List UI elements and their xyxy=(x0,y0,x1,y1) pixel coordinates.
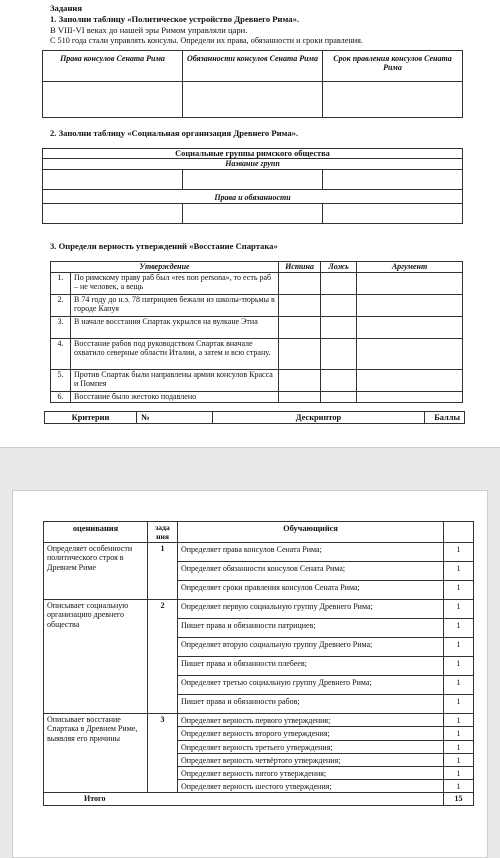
spartacus-statements-table xyxy=(50,261,463,403)
answer-cell[interactable] xyxy=(43,170,183,190)
row-number: 4. xyxy=(51,339,71,370)
score: 1 xyxy=(444,740,474,753)
score: 1 xyxy=(444,581,474,600)
descriptor: Пишет права и обязанности плебеев; xyxy=(178,657,444,676)
false-cell[interactable] xyxy=(321,370,357,392)
score: 1 xyxy=(444,695,474,714)
task-number: 1 xyxy=(148,543,178,600)
worksheet-page-2 xyxy=(12,490,488,858)
answer-cell[interactable] xyxy=(323,204,463,224)
false-cell[interactable] xyxy=(321,339,357,370)
statement-text: Против Спартак были направлены армии консулов Красса и Помпея xyxy=(71,370,279,392)
descriptor: Определяет обязанности консулов Сената Рима; xyxy=(178,562,444,581)
descriptor: Определяет первую социальную группу Древнего Рима; xyxy=(178,600,444,619)
criterion-cell: Определяет особенности политического строя в Древнем Риме xyxy=(44,543,148,600)
number-label: № xyxy=(137,412,213,424)
true-cell[interactable] xyxy=(279,392,321,403)
score: 1 xyxy=(444,714,474,727)
argument-cell[interactable] xyxy=(357,317,463,339)
statement-text: Восстание было жестоко подавлено xyxy=(71,392,279,403)
social-groups-header: Социальные группы римского общества xyxy=(43,149,463,159)
descriptor: Определяет верность третьего утверждения; xyxy=(178,740,444,753)
social-organization-table xyxy=(42,148,463,224)
true-cell[interactable] xyxy=(279,317,321,339)
score: 1 xyxy=(444,780,474,793)
column-header: Обязанности консулов Сената Рима xyxy=(183,51,323,82)
row-number: 5. xyxy=(51,370,71,392)
score: 1 xyxy=(444,657,474,676)
descriptor: Определяет верность пятого утверждения; xyxy=(178,767,444,780)
true-cell[interactable] xyxy=(279,370,321,392)
column-header: Обучающийся xyxy=(178,522,444,543)
row-number: 2. xyxy=(51,295,71,317)
true-cell[interactable] xyxy=(279,339,321,370)
criteria-label: Критерии xyxy=(45,412,137,424)
score: 1 xyxy=(444,767,474,780)
score: 1 xyxy=(444,562,474,581)
task1-title: 1. Заполни таблицу «Политическое устройство Древнего Рима». xyxy=(50,14,300,24)
false-cell[interactable] xyxy=(321,392,357,403)
row-number: 3. xyxy=(51,317,71,339)
criterion-cell: Описывает восстание Спартака в Древнем Риме, выявляя его причины xyxy=(44,714,148,793)
column-header: Истина xyxy=(279,262,321,273)
descriptor-label: Дескриптор xyxy=(213,412,425,424)
true-cell[interactable] xyxy=(279,295,321,317)
row-number: 1. xyxy=(51,273,71,295)
false-cell[interactable] xyxy=(321,295,357,317)
statement-text: В 74 году до н.э. 78 патрициев бежали из школы-тюрьмы в городе Капуя xyxy=(71,295,279,317)
argument-cell[interactable] xyxy=(357,370,463,392)
task-number: 2 xyxy=(148,600,178,714)
answer-cell[interactable] xyxy=(183,82,323,118)
statement-text: Восстание рабов под руководством Спартак вначале охватило северные области Италии, а затем и всю страну. xyxy=(71,339,279,370)
political-structure-table xyxy=(42,50,463,118)
column-header: Утверждение xyxy=(51,262,279,273)
statement-text: По римскому праву раб был «res non persona», то есть раб – не человек, а вещь xyxy=(71,273,279,295)
score: 1 xyxy=(444,753,474,766)
criteria-header-row xyxy=(44,411,465,424)
argument-cell[interactable] xyxy=(357,295,463,317)
score: 1 xyxy=(444,543,474,562)
rights-subheader: Права и обязанности xyxy=(43,190,463,204)
column-header: зада ния xyxy=(148,522,178,543)
column-header: Аргумент xyxy=(357,262,463,273)
argument-cell[interactable] xyxy=(357,392,463,403)
descriptor: Определяет третью социальную группу Древнего Рима; xyxy=(178,676,444,695)
total-label: Итого xyxy=(44,793,444,805)
argument-cell[interactable] xyxy=(357,273,463,295)
descriptor: Определяет верность первого утверждения; xyxy=(178,714,444,727)
tasks-heading: Задания xyxy=(50,3,83,13)
answer-cell[interactable] xyxy=(183,170,323,190)
descriptor: Определяет верность шестого утверждения; xyxy=(178,780,444,793)
column-header: оценивания xyxy=(44,522,148,543)
row-number: 6. xyxy=(51,392,71,403)
points-label: Баллы xyxy=(425,412,465,424)
descriptor: Пишет права и обязанности патрициев; xyxy=(178,619,444,638)
true-cell[interactable] xyxy=(279,273,321,295)
score: 1 xyxy=(444,676,474,695)
score: 1 xyxy=(444,638,474,657)
statement-text: В начале восстания Спартак укрылся на вулкане Этна xyxy=(71,317,279,339)
score: 1 xyxy=(444,600,474,619)
criterion-cell: Описывает социальную организацию древнего общества xyxy=(44,600,148,714)
task-number: 3 xyxy=(148,714,178,793)
answer-cell[interactable] xyxy=(323,82,463,118)
descriptor: Определяет верность второго утверждения; xyxy=(178,727,444,740)
argument-cell[interactable] xyxy=(357,339,463,370)
assessment-rubric-table xyxy=(43,521,474,806)
false-cell[interactable] xyxy=(321,317,357,339)
descriptor: Определяет сроки правления консулов Сената Рима; xyxy=(178,581,444,600)
score: 1 xyxy=(444,619,474,638)
task1-line2: С 510 года стали управлять консулы. Определи их права, обязанности и сроки правления. xyxy=(50,36,363,45)
descriptor: Определяет верность четвёртого утверждения; xyxy=(178,753,444,766)
task1-line1: В VIII-VI веках до нашей эры Римом управляли цари. xyxy=(50,25,248,35)
column-header: Права консулов Сената Рима xyxy=(43,51,183,82)
column-header xyxy=(444,522,474,543)
task3-title: 3. Определи верность утверждений «Восстание Спартака» xyxy=(50,241,278,251)
descriptor: Определяет вторую социальную группу Древнего Рима; xyxy=(178,638,444,657)
score: 1 xyxy=(444,727,474,740)
column-header: Ложь xyxy=(321,262,357,273)
false-cell[interactable] xyxy=(321,273,357,295)
answer-cell[interactable] xyxy=(323,170,463,190)
task2-title: 2. Заполни таблицу «Социальная организация Древнего Рима». xyxy=(50,128,299,138)
column-header: Срок правления консулов Сената Рима xyxy=(323,51,463,82)
answer-cell[interactable] xyxy=(43,82,183,118)
answer-cell[interactable] xyxy=(43,204,183,224)
total-value: 15 xyxy=(444,793,474,805)
group-names-subheader: Название групп xyxy=(43,159,463,170)
descriptor: Пишет права и обязанности рабов; xyxy=(178,695,444,714)
descriptor: Определяет права консулов Сената Рима; xyxy=(178,543,444,562)
answer-cell[interactable] xyxy=(183,204,323,224)
